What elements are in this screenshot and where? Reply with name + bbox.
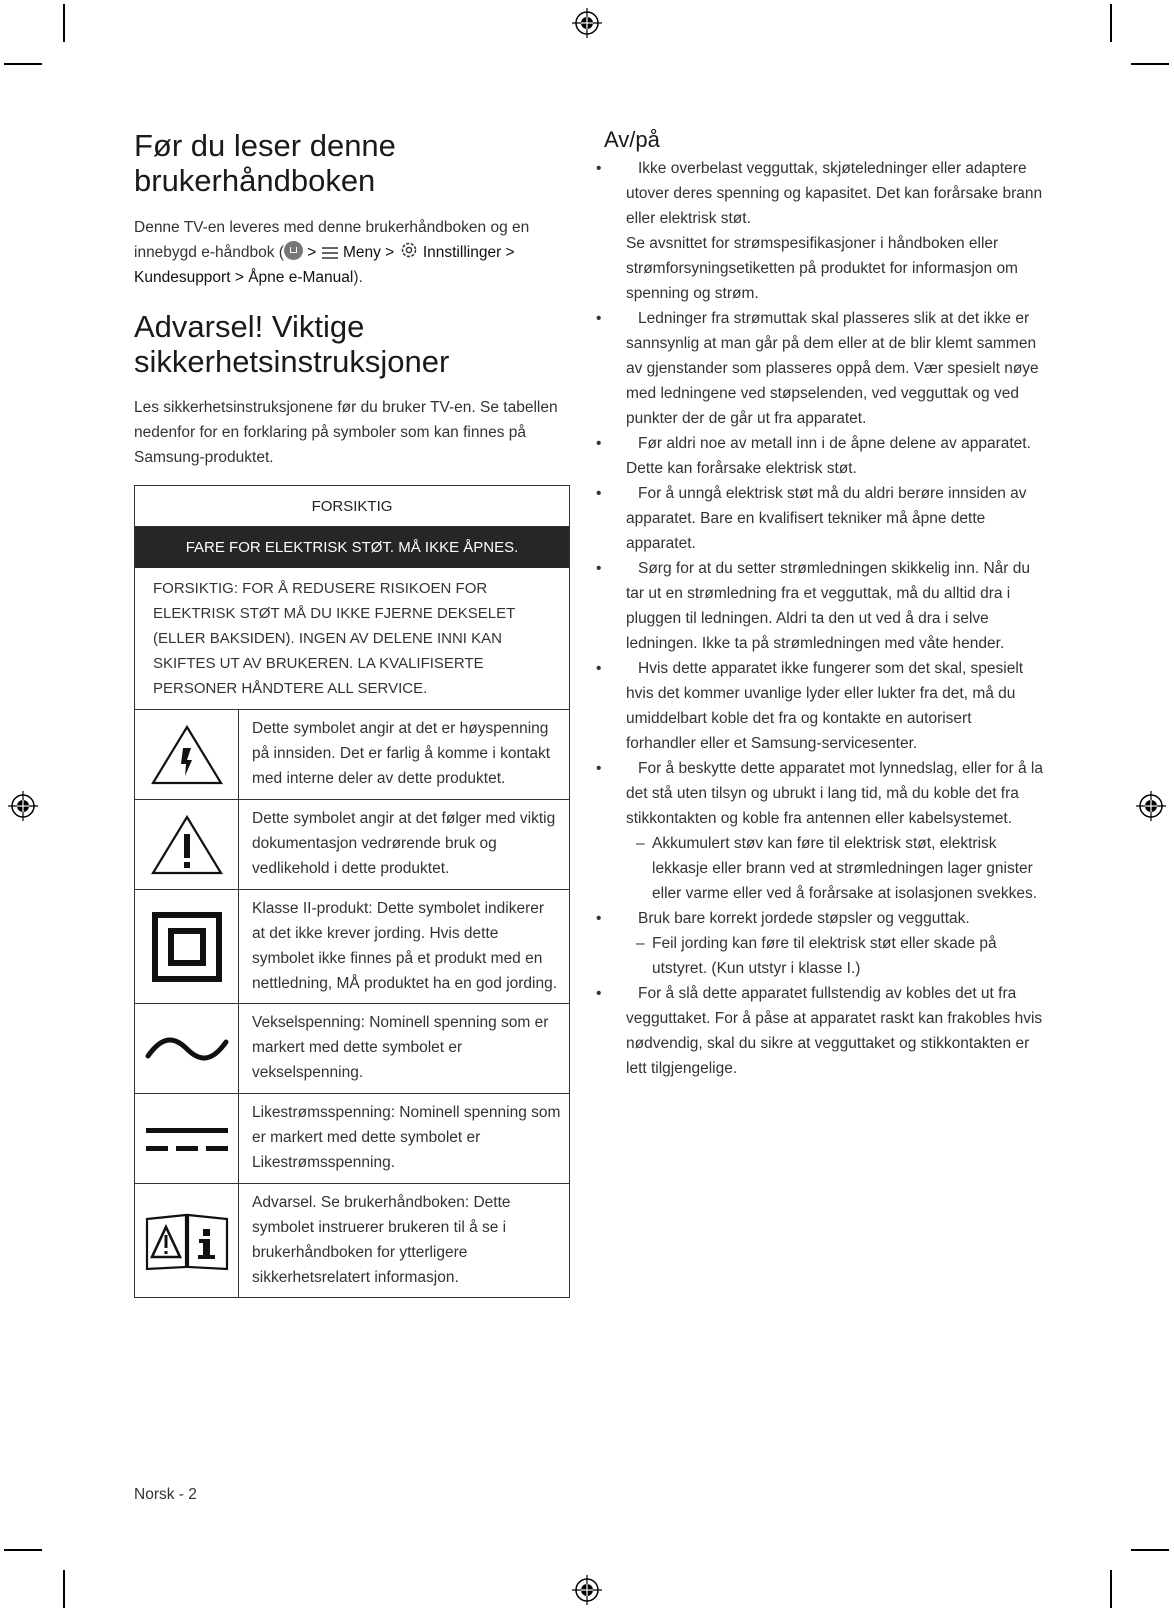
table-row-text: Likestrømsspenning: Nominell spenning som er markert med dette symbolet er Likestrømsspenning. bbox=[252, 1104, 561, 1171]
list-item bbox=[596, 906, 1044, 981]
crop-mark bbox=[63, 1570, 65, 1608]
dc-voltage-icon bbox=[135, 1094, 239, 1183]
intro-paragraph bbox=[134, 215, 570, 290]
crop-mark bbox=[4, 63, 42, 65]
table-row bbox=[135, 800, 569, 890]
crop-mark bbox=[1131, 1549, 1169, 1551]
table-header: FORSIKTIG bbox=[135, 486, 569, 527]
table-row bbox=[135, 1094, 569, 1184]
bullet-mark: • bbox=[596, 910, 602, 927]
list-item bbox=[596, 756, 1044, 906]
list-item bbox=[596, 656, 1044, 756]
left-column bbox=[134, 128, 570, 1298]
path-separator: > bbox=[230, 269, 249, 286]
sub-note-text: Akkumulert støv kan føre til elektrisk støt, elektrisk lekkasje eller brann ved at strømledningen lager gnister eller varme eller ved å forårsake at isolasjonen svekkes. bbox=[652, 835, 1038, 902]
path-separator: > bbox=[501, 244, 515, 261]
list-item-text: Før aldri noe av metall inn i de åpne delene av apparatet. Dette kan forårsake elektrisk støt. bbox=[626, 435, 1031, 477]
sub-note bbox=[626, 931, 1044, 981]
section-title-before-reading: Før du leser denne brukerhåndboken bbox=[134, 128, 396, 198]
table-row bbox=[135, 1184, 569, 1297]
emanual-path-item: Åpne e-Manual bbox=[248, 269, 354, 286]
dash-mark: – bbox=[636, 835, 645, 852]
ac-voltage-icon bbox=[135, 1004, 239, 1093]
crop-mark bbox=[63, 4, 65, 42]
table-row-text: Klasse II-produkt: Dette symbolet indikerer at det ikke krever jording. Hvis dette symbolet ikke finnes på et produkt med en nettledning, MÅ produktet ha en god jording. bbox=[252, 900, 558, 992]
bullet-mark: • bbox=[596, 435, 602, 452]
list-item-text: Sørg for at du setter strømledningen skikkelig inn. Når du tar ut en strømledning fra et vegguttak, må du alltid dra i pluggen til ledningen. Aldri ta den ut ved å dra i selve ledningen. Ikke ta på strømledningen med våte hender. bbox=[626, 560, 1030, 652]
crosshair-registration-mark bbox=[572, 8, 602, 38]
list-item bbox=[596, 156, 1044, 306]
list-item-text: Bruk bare korrekt jordede støpsler og vegguttak. bbox=[638, 910, 970, 927]
page-footer: Norsk - 2 bbox=[134, 1486, 197, 1503]
list-item bbox=[596, 981, 1044, 1081]
list-item-text: For å slå dette apparatet fullstendig av kobles det ut fra vegguttaket. For å påse at apparatet raskt kan frakobles hvis nødvendig, skal du sikre at vegguttaket og stikkontakten er lett tilgjengelige. bbox=[626, 985, 1043, 1077]
section-title-power: Av/på bbox=[604, 127, 660, 152]
safety-intro-paragraph: Les sikkerhetsinstruksjonene før du bruker TV-en. Se tabellen nedenfor for en forklaring på symboler som kan finnes på Samsung-produktet. bbox=[134, 399, 558, 466]
high-voltage-icon bbox=[135, 710, 239, 799]
table-caution-text: FORSIKTIG: FOR Å REDUSERE RISIKOEN FOR ELEKTRISK STØT MÅ DU IKKE FJERNE DEKSELET (ELLER BAKSIDEN). INGEN AV DELENE INNI KAN SKIFTES UT AV BRUKEREN. LA KVALIFISERTE PERSONER HÅNDTERE ALL SERVICE. bbox=[135, 568, 569, 710]
list-item-text: Hvis dette apparatet ikke fungerer som det skal, spesielt hvis det kommer uvanlige lyder eller lukter fra det, må du umiddelbart koble det fra og kontakte en autorisert forhandler eller et Samsung-servicesenter. bbox=[626, 660, 1024, 752]
exclamation-warning-icon bbox=[135, 800, 239, 889]
crosshair-registration-mark bbox=[572, 1575, 602, 1605]
section-title-safety: Advarsel! Viktige sikkerhetsinstruksjoner bbox=[134, 309, 450, 379]
support-path-item: Kundesupport bbox=[134, 269, 231, 286]
safety-symbol-table bbox=[134, 485, 570, 1298]
dash-mark: – bbox=[636, 935, 645, 952]
list-item-text: Ledninger fra strømuttak skal plasseres slik at det ikke er sannsynlig at man går på dem eller at de blir klemt sammen av gjenstander som plasseres oppå dem. Vær spesielt nøye med ledningene ved støpselenden, ved vegguttak og ved punkter der de går ut fra apparatet. bbox=[626, 310, 1039, 427]
path-separator: > bbox=[380, 244, 399, 261]
crop-mark bbox=[4, 1549, 42, 1551]
bullet-mark: • bbox=[596, 310, 602, 327]
crop-mark bbox=[1110, 4, 1112, 42]
bullet-mark: • bbox=[596, 760, 602, 777]
crop-mark bbox=[1110, 1570, 1112, 1608]
gear-icon bbox=[399, 240, 419, 260]
bullet-mark: • bbox=[596, 660, 602, 677]
list-item bbox=[596, 306, 1044, 431]
table-row bbox=[135, 1004, 569, 1094]
table-row bbox=[135, 710, 569, 800]
sub-note bbox=[626, 831, 1044, 906]
settings-path-item: Innstillinger bbox=[422, 244, 502, 261]
table-row-text: Dette symbolet angir at det følger med viktig dokumentasjon vedrørende bruk og vedlikehold i dette produktet. bbox=[252, 810, 556, 877]
class-ii-icon bbox=[135, 890, 239, 1003]
list-item bbox=[596, 481, 1044, 556]
bullet-mark: • bbox=[596, 560, 602, 577]
bullet-mark: • bbox=[596, 985, 602, 1002]
list-item-text: For å unngå elektrisk støt må du aldri berøre innsiden av apparatet. Bare en kvalifisert tekniker må åpne dette apparatet. bbox=[626, 485, 1027, 552]
crop-mark bbox=[1131, 63, 1169, 65]
intro-end: ). bbox=[353, 269, 363, 286]
intro-text: Denne TV-en leveres med denne brukerhåndboken og en innebygd e-håndbok ( bbox=[134, 219, 530, 261]
table-row-text: Dette symbolet angir at det er høyspenning på innsiden. Det er farlig å komme i kontakt med interne deler av dette produktet. bbox=[252, 720, 551, 787]
menu-path-item: Meny bbox=[342, 244, 381, 261]
bullet-mark: • bbox=[596, 160, 602, 177]
list-item-text: Ikke overbelast vegguttak, skjøteledninger eller adaptere utover deres spenning og kapasitet. Det kan forårsake brann eller elektrisk støt. bbox=[626, 160, 1043, 227]
right-column bbox=[596, 127, 1044, 1081]
list-item-extra: Se avsnittet for strømspesifikasjoner i håndboken eller strømforsyningsetiketten på produktet for informasjon om spenning og strøm. bbox=[626, 235, 1018, 302]
sub-note-text: Feil jording kan føre til elektrisk støt eller skade på utstyret. (Kun utstyr i klasse I.) bbox=[652, 935, 997, 977]
crosshair-registration-mark bbox=[1136, 791, 1166, 821]
home-icon bbox=[284, 241, 303, 260]
crosshair-registration-mark bbox=[8, 791, 38, 821]
table-row-text: Advarsel. Se brukerhåndboken: Dette symbolet instruerer brukeren til å se i brukerhåndboken for ytterligere sikkerhetsrelatert informasjon. bbox=[252, 1194, 511, 1286]
list-item bbox=[596, 556, 1044, 656]
bullet-mark: • bbox=[596, 485, 602, 502]
table-row bbox=[135, 890, 569, 1004]
table-banner: FARE FOR ELEKTRISK STØT. MÅ IKKE ÅPNES. bbox=[135, 527, 569, 568]
table-row-text: Vekselspenning: Nominell spenning som er markert med dette symbolet er vekselspenning. bbox=[252, 1014, 549, 1081]
list-item bbox=[596, 431, 1044, 481]
path-separator: > bbox=[302, 244, 321, 261]
power-safety-list bbox=[596, 156, 1044, 1081]
menu-icon bbox=[321, 246, 339, 260]
consult-manual-icon bbox=[135, 1184, 239, 1297]
list-item-text: For å beskytte dette apparatet mot lynnedslag, eller for å la det stå uten tilsyn og ubrukt i lang tid, må du koble det fra stikkontakten og koble fra antennen eller kabelsystemet. bbox=[626, 760, 1043, 827]
